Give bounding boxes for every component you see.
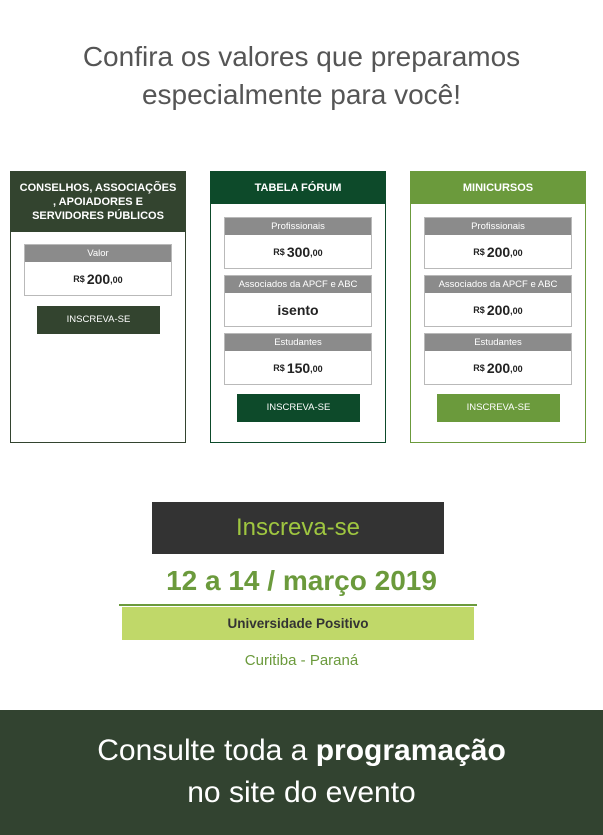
- price-currency: R$: [473, 362, 485, 373]
- price-cents: ,00: [110, 275, 123, 285]
- price-cents: ,00: [310, 248, 323, 258]
- price-text: isento: [277, 301, 319, 318]
- event-venue: Universidade Positivo: [122, 607, 474, 640]
- price-value: [225, 293, 371, 326]
- footer-prefix: Consulte toda a: [97, 734, 316, 767]
- headline-line-1: Confira os valores que preparamos: [82, 41, 521, 72]
- price-box-profissionais: [424, 217, 572, 269]
- inscreva-se-button[interactable]: INSCREVA-SE: [37, 306, 160, 334]
- price-label: Estudantes: [425, 334, 571, 351]
- price-cents: ,00: [510, 364, 523, 374]
- price-box-estudantes: [424, 333, 572, 385]
- event-date: 12 a 14 / março 2019: [166, 565, 437, 596]
- price-cents: ,00: [510, 306, 523, 316]
- price-label: Profissionais: [425, 218, 571, 235]
- divider: [119, 604, 477, 606]
- price-amount: 200: [486, 301, 511, 318]
- price-currency: R$: [273, 246, 285, 257]
- price-value: [225, 351, 371, 384]
- headline-line-2: especialmente para você!: [141, 79, 462, 110]
- price-amount: 200: [486, 243, 511, 260]
- price-box-profissionais: [224, 217, 372, 269]
- inscreva-se-button[interactable]: INSCREVA-SE: [437, 394, 560, 422]
- price-label: Associados da APCF e ABC: [425, 276, 571, 293]
- price-amount: 200: [86, 270, 111, 287]
- card-title: TABELA FÓRUM: [211, 172, 385, 204]
- price-amount: 150: [286, 359, 311, 376]
- price-value: [425, 351, 571, 384]
- price-label: Estudantes: [225, 334, 371, 351]
- card-title: CONSELHOS, ASSOCIAÇÕES , APOIADORES E SERVIDORES PÚBLICOS: [11, 172, 185, 232]
- footer-line-2: no site do evento: [187, 776, 416, 809]
- event-city: Curitiba - Paraná: [244, 652, 359, 669]
- price-box-associados: [224, 275, 372, 327]
- price-label: Profissionais: [225, 218, 371, 235]
- page-headline: [0, 38, 603, 114]
- price-cents: ,00: [310, 364, 323, 374]
- price-currency: R$: [473, 246, 485, 257]
- pricing-card-tabela-forum: [210, 171, 386, 443]
- footer-banner[interactable]: [0, 710, 603, 835]
- price-value: [425, 293, 571, 326]
- price-box-valor: [24, 244, 172, 296]
- price-value: [25, 262, 171, 295]
- pricing-card-minicursos: [410, 171, 586, 443]
- price-box-associados: [424, 275, 572, 327]
- price-amount: 300: [286, 243, 311, 260]
- inscreva-se-cta[interactable]: Inscreva-se: [152, 502, 444, 554]
- price-value: [425, 235, 571, 268]
- price-currency: R$: [273, 362, 285, 373]
- price-value: [225, 235, 371, 268]
- price-amount: 200: [486, 359, 511, 376]
- footer-bold: programação: [315, 734, 506, 767]
- footer-line-1: [0, 730, 603, 772]
- price-currency: R$: [473, 304, 485, 315]
- inscreva-se-button[interactable]: INSCREVA-SE: [237, 394, 360, 422]
- pricing-card-conselhos: [10, 171, 186, 443]
- card-title: MINICURSOS: [411, 172, 585, 204]
- price-box-estudantes: [224, 333, 372, 385]
- price-currency: R$: [73, 273, 85, 284]
- price-label: Valor: [25, 245, 171, 262]
- price-cents: ,00: [510, 248, 523, 258]
- price-label: Associados da APCF e ABC: [225, 276, 371, 293]
